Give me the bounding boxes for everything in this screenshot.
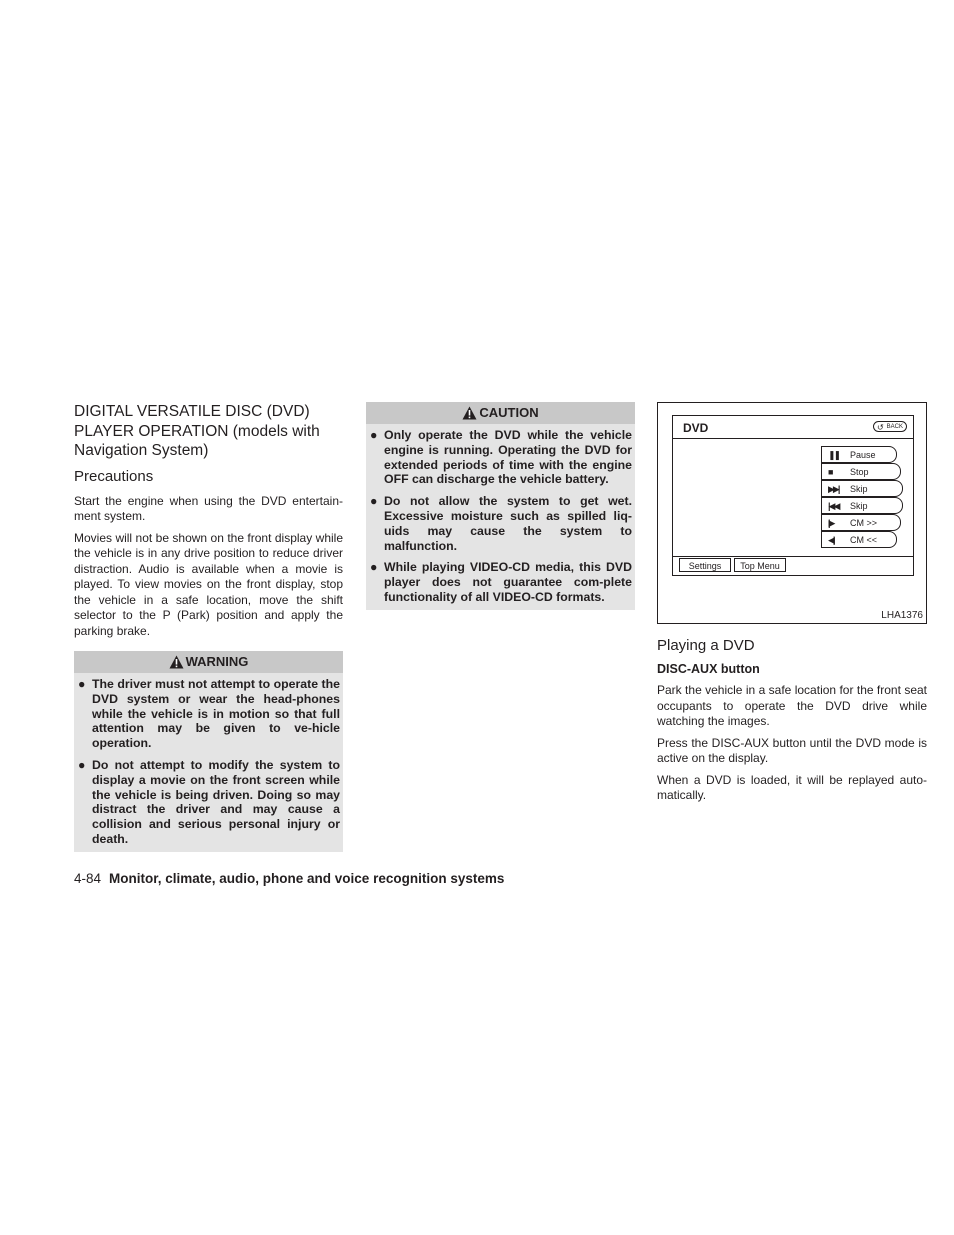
caution-item: ● Only operate the DVD while the vehicle engine is running. Operating the DVD for extended periods of time with the engine OFF can discharge the vehicle battery. bbox=[370, 428, 632, 487]
menu-item-stop: ■ Stop bbox=[821, 463, 901, 480]
section-name: Monitor, climate, audio, phone and voice recognition systems bbox=[109, 871, 505, 886]
back-arrow-icon: ↺ bbox=[877, 423, 884, 432]
stop-icon: ■ bbox=[828, 467, 832, 477]
divider bbox=[673, 556, 913, 557]
warning-box bbox=[74, 651, 343, 852]
menu-item-skip-forward: ▶▶| Skip bbox=[821, 480, 903, 497]
menu-item-pause: ❚❚ Pause bbox=[821, 446, 897, 463]
playing-paragraph-2: Press the DISC-AUX button until the DVD mode is active on the display. bbox=[657, 735, 927, 765]
bullet-icon: ● bbox=[78, 757, 86, 772]
disc-aux-heading: DISC-AUX button bbox=[657, 662, 760, 676]
page-number: 4-84 bbox=[74, 871, 102, 886]
playing-paragraph-3: When a DVD is loaded, it will be replayed auto-matically. bbox=[657, 772, 927, 802]
caution-box bbox=[366, 402, 635, 610]
caution-item: ● While playing VIDEO-CD media, this DVD player does not guarantee com-plete functionality of all VIDEO-CD formats. bbox=[370, 560, 632, 604]
section-title: DIGITAL VERSATILE DISC (DVD) PLAYER OPERATION (models with Navigation System) bbox=[74, 403, 320, 459]
screen-title: DVD bbox=[683, 421, 709, 435]
bullet-icon: ● bbox=[370, 428, 378, 442]
figure-code: LHA1376 bbox=[881, 610, 923, 621]
left-column bbox=[74, 402, 343, 852]
right-column bbox=[657, 402, 927, 810]
caution-heading-text: CAUTION bbox=[479, 405, 539, 420]
divider bbox=[673, 438, 913, 439]
menu-item-skip-back: |◀◀ Skip bbox=[821, 497, 903, 514]
caution-header bbox=[366, 402, 635, 424]
middle-column bbox=[366, 402, 635, 610]
top-menu-button: Top Menu bbox=[734, 558, 786, 572]
playing-dvd-heading: Playing a DVD bbox=[657, 637, 755, 654]
bullet-icon: ● bbox=[78, 677, 86, 691]
settings-button: Settings bbox=[679, 558, 731, 572]
page-footer bbox=[74, 871, 504, 886]
caution-list bbox=[366, 424, 635, 605]
caution-item: ● Do not allow the system to get wet. Excessive moisture such as spilled liq-uids may cause the system to malfunction. bbox=[370, 494, 632, 553]
dvd-screen-figure bbox=[657, 402, 927, 624]
menu-item-cm-back: ◀| CM << bbox=[821, 531, 897, 548]
precautions-heading: Precautions bbox=[74, 467, 154, 485]
warning-triangle-icon bbox=[169, 655, 184, 669]
warning-item: ● The driver must not attempt to operate the DVD system or wear the head-phones while the vehicle is in motion so that full attention may be given to ve-hicle operation. bbox=[78, 677, 340, 751]
back-button: ↺ BACK bbox=[873, 421, 907, 432]
skip-forward-icon: ▶▶| bbox=[828, 484, 839, 494]
dvd-screen bbox=[672, 415, 914, 576]
bullet-icon: ● bbox=[370, 560, 378, 575]
warning-item: ● Do not attempt to modify the system to display a movie on the front screen while the vehicle is being driven. Doing so may distract the driver and may cause a collision and serious personal injury or death. bbox=[78, 757, 340, 846]
precautions-paragraph-1: Start the engine when using the DVD entertain-ment system. bbox=[74, 493, 343, 523]
warning-triangle-icon bbox=[462, 406, 477, 420]
skip-back-icon: |◀◀ bbox=[828, 501, 839, 511]
menu-item-cm-forward: |▶ CM >> bbox=[821, 514, 901, 531]
cm-forward-icon: |▶ bbox=[828, 518, 834, 528]
cm-back-icon: ◀| bbox=[828, 535, 834, 545]
warning-header bbox=[74, 651, 343, 673]
warning-list bbox=[74, 673, 343, 847]
playing-paragraph-1: Park the vehicle in a safe location for the front seat occupants to operate the DVD drive while watching the images. bbox=[657, 683, 927, 728]
precautions-paragraph-2: Movies will not be shown on the front display while the vehicle is in any drive position to reduce driver distraction. Audio is available when a movie is played. To view movies on the front display, stop the vehicle in a safe location, move the shift selector to the P (Park) position and apply the parking brake. bbox=[74, 530, 343, 638]
warning-heading-text: WARNING bbox=[185, 654, 249, 669]
bullet-icon: ● bbox=[370, 494, 378, 509]
pause-icon: ❚❚ bbox=[828, 450, 840, 460]
